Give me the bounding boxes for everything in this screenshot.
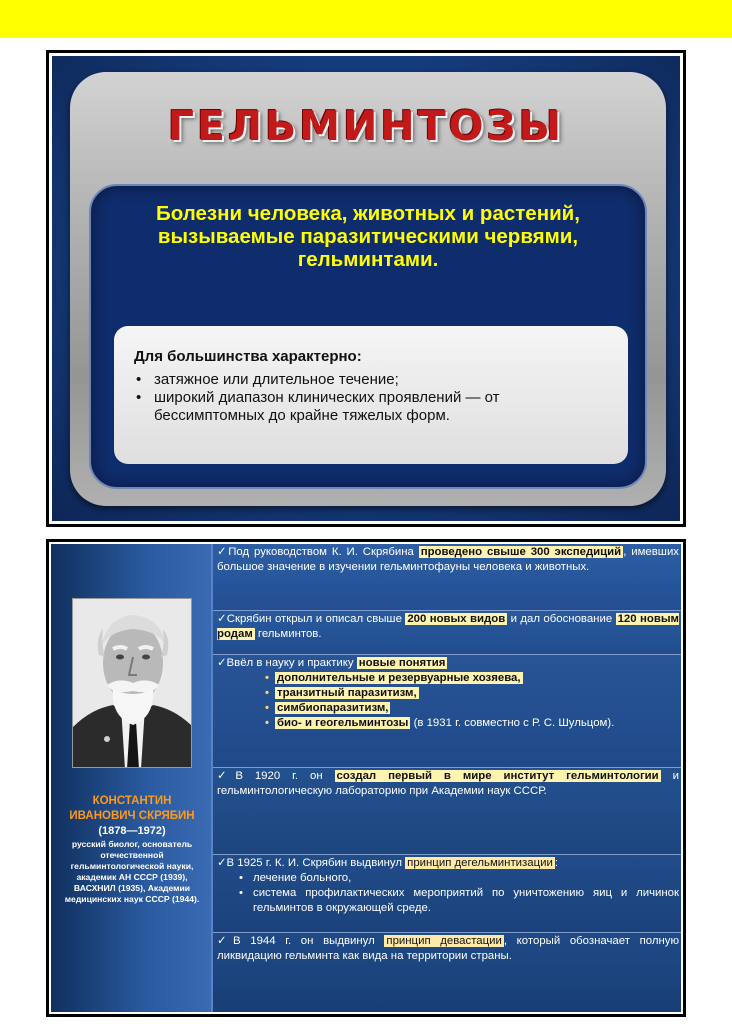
achievement-text: и дал обоснование xyxy=(507,613,616,625)
definition-line: Болезни человека, животных и растений, xyxy=(156,202,580,225)
definition-line: гельминтами. xyxy=(297,248,439,271)
concept-text: био- и геогельминтозы xyxy=(277,717,409,729)
achievement-highlight: создал первый в мире институт гельминтологии xyxy=(336,770,659,782)
concept-item xyxy=(265,686,679,701)
concept-item xyxy=(265,671,679,686)
achievement-highlight: проведено свыше 300 экспедиций xyxy=(420,546,622,558)
slide1-background xyxy=(52,56,680,521)
achievement-text: гельминтов. xyxy=(254,628,322,640)
deworming-list xyxy=(217,871,679,916)
concept-text: дополнительные и резервуарные хозяева, xyxy=(277,672,521,684)
portrait-photo xyxy=(72,598,192,768)
top-yellow-bar xyxy=(0,0,732,38)
achievement-text: , который обозначает полную ликвидацию гельминта как вида на территории страны. xyxy=(217,935,680,962)
features-list xyxy=(134,371,608,425)
concepts-list xyxy=(217,671,679,731)
deworming-item: • лечение больного, xyxy=(239,871,679,886)
achievement-highlight: принцип девастации xyxy=(386,935,502,947)
achievement-highlight: 120 новым родам xyxy=(217,613,679,640)
features-box xyxy=(114,326,628,464)
achievement-text: ✓В 1944 г. он выдвинул xyxy=(217,935,385,947)
definition-panel xyxy=(89,184,647,489)
slide-skryabin xyxy=(46,539,686,1017)
achievement-new-concepts xyxy=(213,655,681,768)
achievement-highlight: принцип дегельминтизации xyxy=(407,857,553,869)
achievement-text: , имевших большое значение в изучении гельминтофауны человека и животных. xyxy=(217,546,680,573)
achievement-new-species xyxy=(213,611,681,655)
achievement-highlight: новые понятия xyxy=(358,657,446,669)
definition-line: вызываемые паразитическими червями, xyxy=(157,225,579,248)
definition-text xyxy=(91,202,645,271)
concept-note: (в 1931 г. совместно с Р. С. Шульцом). xyxy=(410,717,615,729)
achievement-text: : xyxy=(554,857,558,869)
achievement-highlight: 200 новых видов xyxy=(407,613,506,625)
achievement-deworming xyxy=(213,855,681,933)
achievement-text: ✓Под руководством К. И. Скрябина xyxy=(217,546,419,558)
achievements-column xyxy=(213,544,681,1012)
bio-description: русский биолог, основатель отечественной гельминтологической науки, академик АН СССР (1939), ВАСХНИЛ (1935), Академии медицинских наук СССР (1944). xyxy=(64,839,200,904)
slide-helminthiases xyxy=(46,50,686,527)
deworming-item: • система профилактических мероприятий по уничтожению яиц и личинок гельминтов в окружающей среде. xyxy=(239,886,679,916)
achievement-devastation xyxy=(213,933,681,1012)
portrait-image xyxy=(73,599,192,768)
feature-item: • затяжное или длительное течение; xyxy=(134,371,608,389)
bio-years: (1878—1972) xyxy=(98,825,166,837)
achievement-institute xyxy=(213,768,681,855)
concept-text: симбиопаразитизм, xyxy=(277,702,389,714)
achievement-text: ✓Ввёл в науку и практику xyxy=(217,657,357,669)
concept-text: транзитный паразитизм, xyxy=(277,687,417,699)
slide1-title: ГЕЛЬМИНТОЗЫ xyxy=(167,102,565,150)
achievement-expeditions xyxy=(213,544,681,611)
bio-name-line2: ИВАНОВИЧ СКРЯБИН xyxy=(69,810,195,822)
bio-name-line1: КОНСТАНТИН xyxy=(92,795,172,807)
achievement-text: ✓Скрябин открыл и описал свыше xyxy=(217,613,406,625)
concept-item xyxy=(265,701,679,716)
concept-item xyxy=(265,716,679,731)
bio-column xyxy=(51,544,213,1012)
achievement-text: ✓В 1925 г. К. И. Скрябин выдвинул xyxy=(217,857,406,869)
bio-text xyxy=(51,794,213,905)
features-title: Для большинства характерно: xyxy=(134,348,362,365)
feature-item: • широкий диапазон клинических проявлений — от бессимптомных до крайне тяжелых форм. xyxy=(134,389,608,425)
achievement-text: ✓В 1920 г. он xyxy=(217,770,335,782)
achievement-text: и гельминтологическую лабораторию при Академии наук СССР. xyxy=(217,770,680,797)
slide2-background xyxy=(51,544,681,1012)
